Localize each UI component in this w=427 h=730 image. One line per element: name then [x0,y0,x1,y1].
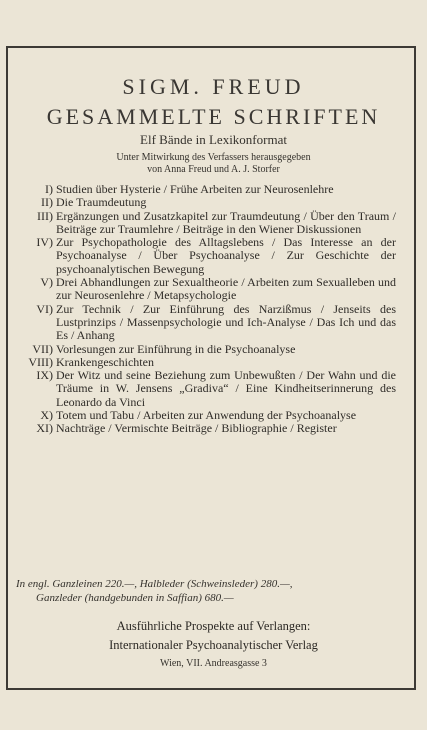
volume-number: VII) [32,341,53,356]
volume-contents: Nachträge / Vermischte Beiträge / Bibliographie / Register [56,421,337,436]
volume-item [16,210,396,237]
price-line-1: In engl. Ganzleinen 220.—, Halbleder (Schweinsleder) 280.—, [16,578,293,590]
editors-note-line-2: von Anna Freud und A. J. Storfer [147,164,280,175]
volume-number: X) [40,408,53,423]
book-title: GESAMMELTE SCHRIFTEN [46,104,381,129]
volume-contents: Der Witz und seine Beziehung zum Unbewußten / Der Wahn und die Träume in W. Jensens „Gradiva“ / Eine Kindheitserinnerung des Leonardo da Vinci [56,368,396,409]
price-list [16,577,400,605]
volume-number: XI) [36,421,53,436]
volume-contents: Krankengeschichten [56,354,154,369]
volume-item [16,369,396,409]
editors-note-line-1: Unter Mitwirkung des Verfassers herausgegeben [116,152,311,163]
volume-contents: Vorlesungen zur Einführung in die Psychoanalyse [56,341,296,356]
volume-number: I) [45,182,53,196]
volume-number: III) [37,208,53,223]
volume-number: VI) [36,301,53,316]
volume-contents: Drei Abhandlungen zur Sexualtheorie / Arbeiten zum Sexualleben und zur Neurosenlehre / Metapsychologie [56,275,396,303]
volume-item [16,422,396,435]
volume-item [16,183,396,196]
volume-list [16,183,396,436]
volume-item [16,236,396,276]
author-heading: SIGM. FREUD [122,74,305,99]
prospectus-note: Ausführliche Prospekte auf Verlangen: [116,619,311,633]
volume-item [16,303,396,343]
volume-contents: Studien über Hysterie / Frühe Arbeiten zur Neurosenlehre [56,182,334,196]
publisher-name: Internationaler Psychoanalytischer Verlag [109,638,318,652]
volume-contents: Ergänzungen und Zusatzkapitel zur Traumdeutung / Über den Traum / Beiträge zur Traumlehre / Beiträge in den Wiener Diskussionen [56,208,396,236]
volume-number: VIII) [28,354,53,369]
volume-contents: Zur Technik / Zur Einführung des Narzißmus / Jenseits des Lustprinzips / Massenpsychologie und Ich-Analyse / Das Ich und das Es / Anhang [56,301,396,343]
volume-contents: Zur Psychopathologie des Alltagslebens / Das Interesse an der Psychoanalyse / Über Psychoanalyse / Zur Geschichte der psychoanalytischen Bewegung [56,235,396,276]
volume-number: II) [41,195,53,210]
volume-item [16,409,396,422]
volume-item [16,196,396,209]
volume-item [16,343,396,356]
volume-number: IX) [36,368,53,383]
volume-contents: Totem und Tabu / Arbeiten zur Anwendung der Psychoanalyse [56,408,357,423]
volume-item [16,356,396,369]
volume-number: V) [40,275,53,290]
price-line-2: Ganzleder (handgebunden in Saffian) 680.— [36,592,234,604]
edition-subtitle: Elf Bände in Lexikonformat [140,132,287,147]
volume-contents: Die Traumdeutung [56,195,147,210]
volume-number: IV) [36,235,53,250]
publisher-address: Wien, VII. Andreasgasse 3 [160,658,267,669]
editors-note [0,152,427,176]
volume-item [16,276,396,303]
